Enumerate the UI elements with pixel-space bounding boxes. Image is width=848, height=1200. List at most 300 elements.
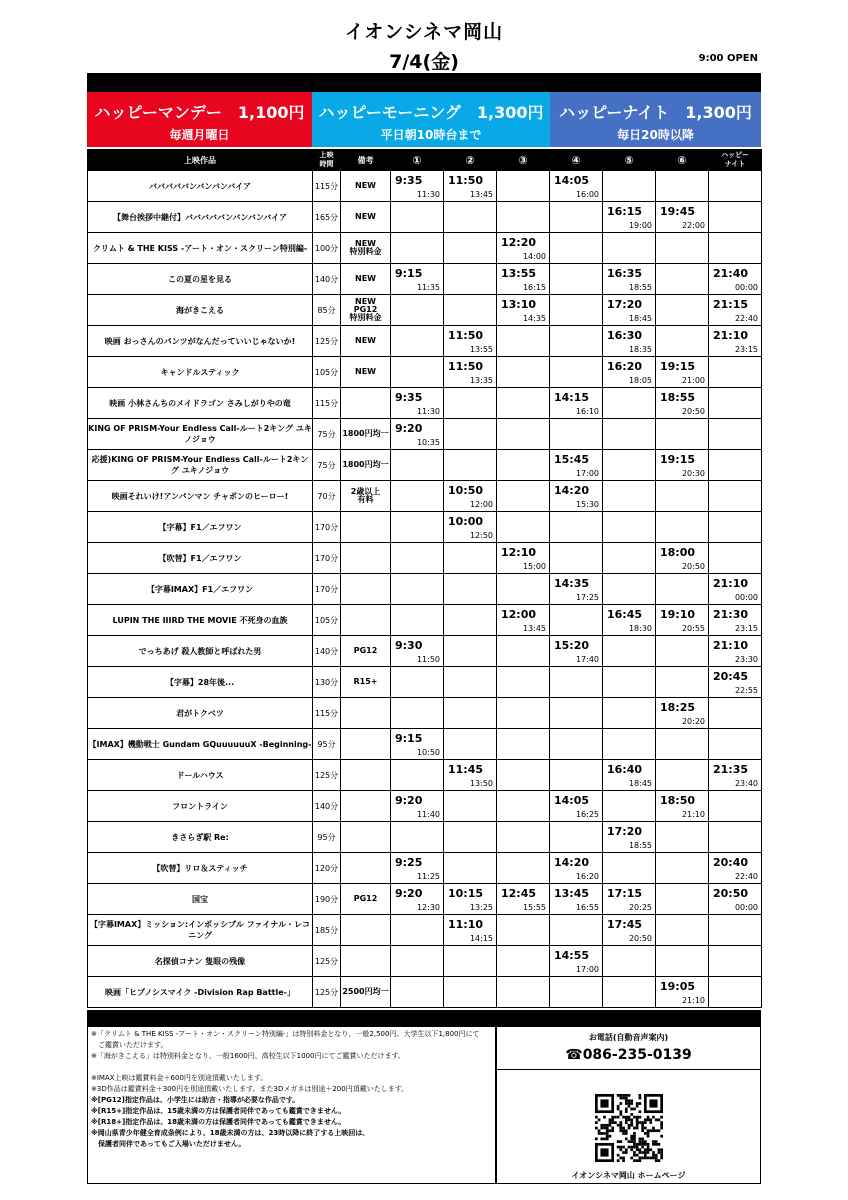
showtime-cell (550, 667, 603, 698)
showtime-cell[interactable] (497, 605, 550, 636)
showtime-cell (550, 264, 603, 295)
showtime-cell[interactable] (497, 295, 550, 326)
promo-subtitle: 毎日20時以降 (617, 128, 694, 142)
showtime-cell[interactable] (603, 915, 656, 946)
end-time: 14:00 (522, 252, 546, 261)
showtime-cell (603, 729, 656, 760)
start-time: 16:35 (607, 267, 643, 280)
showtime-cell (656, 419, 709, 450)
showtime-cell (497, 729, 550, 760)
table-row (88, 233, 762, 264)
movie-length: 170分 (313, 574, 341, 605)
movie-note (341, 698, 391, 729)
movie-length: 115分 (313, 388, 341, 419)
end-time: 11:30 (416, 190, 440, 199)
end-time: 12:00 (469, 500, 493, 509)
showtime-cell[interactable] (656, 450, 709, 481)
showtime-cell (497, 667, 550, 698)
showtime-cell (444, 264, 497, 295)
end-time: 18:55 (628, 283, 652, 292)
showtime-cell[interactable] (550, 791, 603, 822)
showtime-cell (391, 822, 444, 853)
end-time: 13:35 (469, 376, 493, 385)
showtime-cell[interactable] (709, 636, 762, 667)
end-time: 20:30 (681, 469, 705, 478)
start-time: 9:20 (395, 794, 423, 807)
start-time: 15:20 (554, 639, 590, 652)
table-row (88, 419, 762, 450)
start-time: 18:00 (660, 546, 696, 559)
showtime-cell (391, 977, 444, 1008)
showtime-cell (391, 233, 444, 264)
note-line: ※岡山県青少年健全育成条例により、18歳未満の方は、23時以降に終了する上映回は、 (91, 1129, 370, 1137)
showtime-cell (603, 481, 656, 512)
showtime-cell[interactable] (656, 202, 709, 233)
showtime-cell (603, 233, 656, 264)
showtime-cell[interactable] (444, 512, 497, 543)
movie-length: 75分 (313, 450, 341, 481)
movie-title: ドールハウス (88, 760, 313, 791)
table-row (88, 884, 762, 915)
showtime-cell (709, 915, 762, 946)
start-time: 14:05 (554, 794, 590, 807)
showtime-cell (656, 171, 709, 202)
start-time: 9:35 (395, 174, 423, 187)
showtime-cell (656, 264, 709, 295)
showtime-cell (656, 233, 709, 264)
movie-note (341, 605, 391, 636)
start-time: 14:15 (554, 391, 590, 404)
header-slot-1: ① (391, 150, 444, 171)
start-time: 12:20 (501, 236, 537, 249)
promo-title: ハッピーナイト 1,300円 (559, 103, 752, 122)
promo-title: ハッピーマンデー 1,100円 (94, 103, 305, 122)
qr-code-icon[interactable] (595, 1094, 663, 1162)
note-line: ※「海がきこえる」は特別料金となり、一般1600円、高校生以下1000円にてご鑑賞いただけます。 (91, 1052, 405, 1060)
showtime-cell[interactable] (444, 481, 497, 512)
table-row (88, 791, 762, 822)
showtime-cell[interactable] (550, 946, 603, 977)
movie-note: 1800円均一 (341, 419, 391, 450)
table-row (88, 264, 762, 295)
showtime-cell[interactable] (444, 357, 497, 388)
showtime-cell (444, 946, 497, 977)
end-time: 14:35 (522, 314, 546, 323)
movie-note (341, 512, 391, 543)
showtime-cell[interactable] (444, 326, 497, 357)
start-time: 17:15 (607, 887, 643, 900)
movie-title: 映画それいけ!アンパンマン チャポンのヒーロー! (88, 481, 313, 512)
movie-title: フロントライン (88, 791, 313, 822)
showtime-cell (497, 202, 550, 233)
start-time: 16:45 (607, 608, 643, 621)
showtime-cell[interactable] (603, 295, 656, 326)
start-time: 9:35 (395, 391, 423, 404)
movie-length: 100分 (313, 233, 341, 264)
showtime-cell (709, 822, 762, 853)
movie-length: 165分 (313, 202, 341, 233)
movie-note (341, 791, 391, 822)
showtime-cell[interactable] (656, 357, 709, 388)
showtime-cell (391, 450, 444, 481)
movie-length: 70分 (313, 481, 341, 512)
showtime-cell[interactable] (603, 202, 656, 233)
showtime-cell (656, 822, 709, 853)
start-time: 11:45 (448, 763, 484, 776)
showtime-cell (497, 357, 550, 388)
end-time: 13:45 (469, 190, 493, 199)
showtime-cell (603, 171, 656, 202)
showtime-cell[interactable] (656, 388, 709, 419)
movie-note: PG12 (341, 636, 391, 667)
showtime-cell[interactable] (391, 264, 444, 295)
showtime-cell (603, 388, 656, 419)
showtime-cell (603, 698, 656, 729)
showtime-cell[interactable] (656, 543, 709, 574)
end-time: 16:00 (575, 190, 599, 199)
showtime-cell (709, 171, 762, 202)
start-time: 18:55 (660, 391, 696, 404)
showtime-cell[interactable] (656, 698, 709, 729)
showtime-cell (656, 884, 709, 915)
showtime-cell (709, 233, 762, 264)
end-time: 11:35 (416, 283, 440, 292)
showtime-cell (391, 295, 444, 326)
showtime-cell (444, 450, 497, 481)
header-note: 備考 (341, 150, 391, 171)
movie-length: 85分 (313, 295, 341, 326)
movie-length: 75分 (313, 419, 341, 450)
start-time: 9:20 (395, 422, 423, 435)
contact-panel (496, 1027, 761, 1184)
showtime-cell[interactable] (497, 264, 550, 295)
movie-title: クリムト & THE KISS -アート・オン・スクリーン特別編- (88, 233, 313, 264)
showtime-cell (497, 574, 550, 605)
showtime-cell[interactable] (444, 884, 497, 915)
showtime-cell (709, 543, 762, 574)
movie-note (341, 915, 391, 946)
start-time: 19:05 (660, 980, 696, 993)
movie-note: NEW (341, 264, 391, 295)
showtime-cell (550, 977, 603, 1008)
end-time: 20:55 (681, 624, 705, 633)
showtime-cell (603, 450, 656, 481)
end-time: 18:05 (628, 376, 652, 385)
schedule-table (87, 149, 762, 1008)
table-row (88, 543, 762, 574)
start-time: 9:20 (395, 887, 423, 900)
start-time: 21:30 (713, 608, 749, 621)
showtime-cell (391, 357, 444, 388)
showtime-cell[interactable] (550, 884, 603, 915)
showtime-cell[interactable] (444, 760, 497, 791)
showtime-cell[interactable] (603, 760, 656, 791)
showtime-cell[interactable] (391, 729, 444, 760)
end-time: 00:00 (734, 283, 758, 292)
movie-note: 2500円均一 (341, 977, 391, 1008)
end-time: 22:55 (734, 686, 758, 695)
movie-title: KING OF PRISM-Your Endless Call-ルート2キング ユキノジョウ (88, 419, 313, 450)
start-time: 16:30 (607, 329, 643, 342)
showtime-cell (444, 605, 497, 636)
end-time: 10:35 (416, 438, 440, 447)
start-time: 13:10 (501, 298, 537, 311)
showtime-cell (497, 977, 550, 1008)
movie-length: 125分 (313, 326, 341, 357)
showtime-cell[interactable] (391, 636, 444, 667)
start-time: 21:10 (713, 329, 749, 342)
start-time: 10:50 (448, 484, 484, 497)
note-line: 保護者同伴であってもご入場いただけません。 (91, 1140, 246, 1148)
showtime-cell (550, 543, 603, 574)
end-time: 23:15 (734, 345, 758, 354)
showtime-cell[interactable] (550, 388, 603, 419)
showtime-cell[interactable] (709, 264, 762, 295)
showtime-cell[interactable] (656, 791, 709, 822)
movie-length: 190分 (313, 884, 341, 915)
end-time: 18:45 (628, 779, 652, 788)
showtime-cell (497, 946, 550, 977)
showtime-cell (497, 171, 550, 202)
table-row (88, 295, 762, 326)
movie-title: 映画 小林さんちのメイドラゴン さみしがりやの竜 (88, 388, 313, 419)
movie-note (341, 543, 391, 574)
table-row (88, 605, 762, 636)
movie-length: 105分 (313, 357, 341, 388)
showtime-cell[interactable] (709, 760, 762, 791)
showtime-cell (709, 698, 762, 729)
table-row (88, 202, 762, 233)
showtime-cell[interactable] (709, 574, 762, 605)
movie-title: 映画 おっさんのパンツがなんだっていいじゃないか! (88, 326, 313, 357)
showtime-cell[interactable] (709, 605, 762, 636)
table-row (88, 357, 762, 388)
showtime-cell[interactable] (550, 481, 603, 512)
showtime-cell[interactable] (391, 853, 444, 884)
movie-note: 1800円均一 (341, 450, 391, 481)
end-time: 00:00 (734, 903, 758, 912)
showtime-cell (391, 946, 444, 977)
schedule-body (88, 171, 762, 1008)
movie-note: NEW 特別料金 (341, 233, 391, 264)
showtime-cell (550, 822, 603, 853)
table-row (88, 698, 762, 729)
movie-note: NEW (341, 326, 391, 357)
showtime-cell (444, 822, 497, 853)
showtime-cell (497, 481, 550, 512)
showtime-cell[interactable] (603, 605, 656, 636)
showtime-cell (550, 760, 603, 791)
showtime-cell (497, 760, 550, 791)
showtime-cell[interactable] (391, 419, 444, 450)
end-time: 15:00 (522, 562, 546, 571)
showtime-cell[interactable] (497, 543, 550, 574)
showtime-cell[interactable] (497, 233, 550, 264)
movie-length: 170分 (313, 512, 341, 543)
showtime-cell[interactable] (550, 171, 603, 202)
showtime-cell (550, 419, 603, 450)
end-time: 18:45 (628, 314, 652, 323)
showtime-cell[interactable] (603, 264, 656, 295)
showtime-cell[interactable] (550, 636, 603, 667)
movie-title: 【IMAX】機動戦士 Gundam GQuuuuuuX -Beginning- (88, 729, 313, 760)
table-row (88, 450, 762, 481)
showtime-cell (391, 202, 444, 233)
showtime-cell (391, 605, 444, 636)
movie-length: 130分 (313, 667, 341, 698)
showtime-cell (497, 915, 550, 946)
table-row (88, 915, 762, 946)
movie-note: NEW (341, 171, 391, 202)
table-row (88, 822, 762, 853)
showtime-cell[interactable] (656, 977, 709, 1008)
showtime-cell (497, 698, 550, 729)
showtime-cell (444, 977, 497, 1008)
movie-title: 応援)KING OF PRISM-Your Endless Call-ルート2キング ユキノジョウ (88, 450, 313, 481)
start-time: 14:20 (554, 856, 590, 869)
start-time: 20:50 (713, 887, 749, 900)
showtime-cell (444, 388, 497, 419)
showtime-cell[interactable] (444, 915, 497, 946)
note-line: ご鑑賞いただけます。 (91, 1041, 168, 1049)
movie-length: 125分 (313, 977, 341, 1008)
note-line: ※[R15+]指定作品は、15歳未満の方は保護者同伴であっても鑑賞できません。 (91, 1107, 346, 1115)
showtime-cell[interactable] (709, 295, 762, 326)
note-line: ※IMAX上映は鑑賞料金＋600円を別途頂戴いたします。 (91, 1074, 268, 1082)
showtime-cell[interactable] (550, 574, 603, 605)
movie-note: PG12 (341, 884, 391, 915)
showtime-cell (550, 326, 603, 357)
table-row (88, 977, 762, 1008)
start-time: 16:40 (607, 763, 643, 776)
movie-note (341, 822, 391, 853)
showtime-cell[interactable] (709, 853, 762, 884)
movie-note (341, 853, 391, 884)
showtime-cell[interactable] (709, 326, 762, 357)
schedule-date: 7/4(金) (389, 51, 459, 73)
end-time: 23:40 (734, 779, 758, 788)
end-time: 13:45 (522, 624, 546, 633)
showtime-cell (603, 791, 656, 822)
showtime-cell[interactable] (603, 326, 656, 357)
showtime-cell (709, 388, 762, 419)
table-row (88, 667, 762, 698)
start-time: 20:45 (713, 670, 749, 683)
header-slot-2: ② (444, 150, 497, 171)
showtime-cell (391, 915, 444, 946)
showtime-cell (656, 760, 709, 791)
start-time: 13:55 (501, 267, 537, 280)
showtime-cell (656, 915, 709, 946)
movie-title: この夏の星を見る (88, 264, 313, 295)
showtime-cell[interactable] (391, 791, 444, 822)
movie-note (341, 946, 391, 977)
movie-length: 125分 (313, 946, 341, 977)
showtime-cell (656, 574, 709, 605)
end-time: 13:55 (469, 345, 493, 354)
start-time: 11:50 (448, 329, 484, 342)
start-time: 18:25 (660, 701, 696, 714)
showtime-cell[interactable] (603, 884, 656, 915)
showtime-cell[interactable] (391, 388, 444, 419)
phone-number[interactable]: ☎086-235-0139 (565, 1047, 692, 1063)
end-time: 16:25 (575, 810, 599, 819)
showtime-cell[interactable] (656, 605, 709, 636)
note-line: ※「クリムト & THE KISS -アート・オン・スクリーン特別編-」は特別料金となり、一般2,500円、大学生以下1,800円にて (91, 1030, 480, 1038)
end-time: 18:30 (628, 624, 652, 633)
start-time: 11:50 (448, 360, 484, 373)
showtime-cell[interactable] (550, 853, 603, 884)
movie-title: 【吹替】リロ＆スティッチ (88, 853, 313, 884)
movie-title: 映画「ヒプノシスマイク -Division Rap Battle-」 (88, 977, 313, 1008)
end-time: 17:40 (575, 655, 599, 664)
movie-title: でっちあげ 殺人教師と呼ばれた男 (88, 636, 313, 667)
start-time: 21:10 (713, 577, 749, 590)
start-time: 14:20 (554, 484, 590, 497)
start-time: 13:45 (554, 887, 590, 900)
showtime-cell (550, 729, 603, 760)
showtime-cell (603, 419, 656, 450)
showtime-cell (709, 202, 762, 233)
movie-title: 国宝 (88, 884, 313, 915)
showtime-cell[interactable] (391, 884, 444, 915)
end-time: 23:15 (734, 624, 758, 633)
showtime-cell (603, 636, 656, 667)
showtime-cell (391, 512, 444, 543)
showtime-cell[interactable] (709, 667, 762, 698)
movie-length: 140分 (313, 264, 341, 295)
header-slot-4: ④ (550, 150, 603, 171)
start-time: 19:15 (660, 453, 696, 466)
end-time: 20:50 (628, 934, 652, 943)
movie-note: NEW PG12 特別料金 (341, 295, 391, 326)
table-row (88, 512, 762, 543)
showtime-cell (550, 295, 603, 326)
showtime-cell (709, 512, 762, 543)
showtime-cell (550, 233, 603, 264)
showtime-cell (391, 481, 444, 512)
end-time: 12:50 (469, 531, 493, 540)
table-row (88, 760, 762, 791)
showtime-cell[interactable] (391, 171, 444, 202)
end-time: 17:00 (575, 965, 599, 974)
movie-title: 【字幕IMAX】ミッション:インポッシブル ファイナル・レコニング (88, 915, 313, 946)
start-time: 19:15 (660, 360, 696, 373)
start-time: 14:05 (554, 174, 590, 187)
showtime-cell[interactable] (550, 450, 603, 481)
showtime-cell (391, 574, 444, 605)
table-row (88, 946, 762, 977)
showtime-cell (444, 295, 497, 326)
showtime-cell (656, 946, 709, 977)
start-time: 11:50 (448, 174, 484, 187)
end-time: 18:35 (628, 345, 652, 354)
end-time: 11:30 (416, 407, 440, 416)
end-time: 11:25 (416, 872, 440, 881)
showtime-cell[interactable] (603, 822, 656, 853)
showtime-cell (656, 512, 709, 543)
movie-title: 【字幕】28年後... (88, 667, 313, 698)
showtime-cell[interactable] (497, 884, 550, 915)
note-line: ※[PG12]指定作品は、小学生には助言・指導が必要な作品です。 (91, 1096, 300, 1104)
showtime-cell[interactable] (444, 171, 497, 202)
end-time: 15:55 (522, 903, 546, 912)
showtime-cell (709, 450, 762, 481)
showtime-cell[interactable] (709, 884, 762, 915)
showtime-cell[interactable] (603, 357, 656, 388)
showtime-cell (497, 822, 550, 853)
contact-divider (497, 1069, 760, 1070)
